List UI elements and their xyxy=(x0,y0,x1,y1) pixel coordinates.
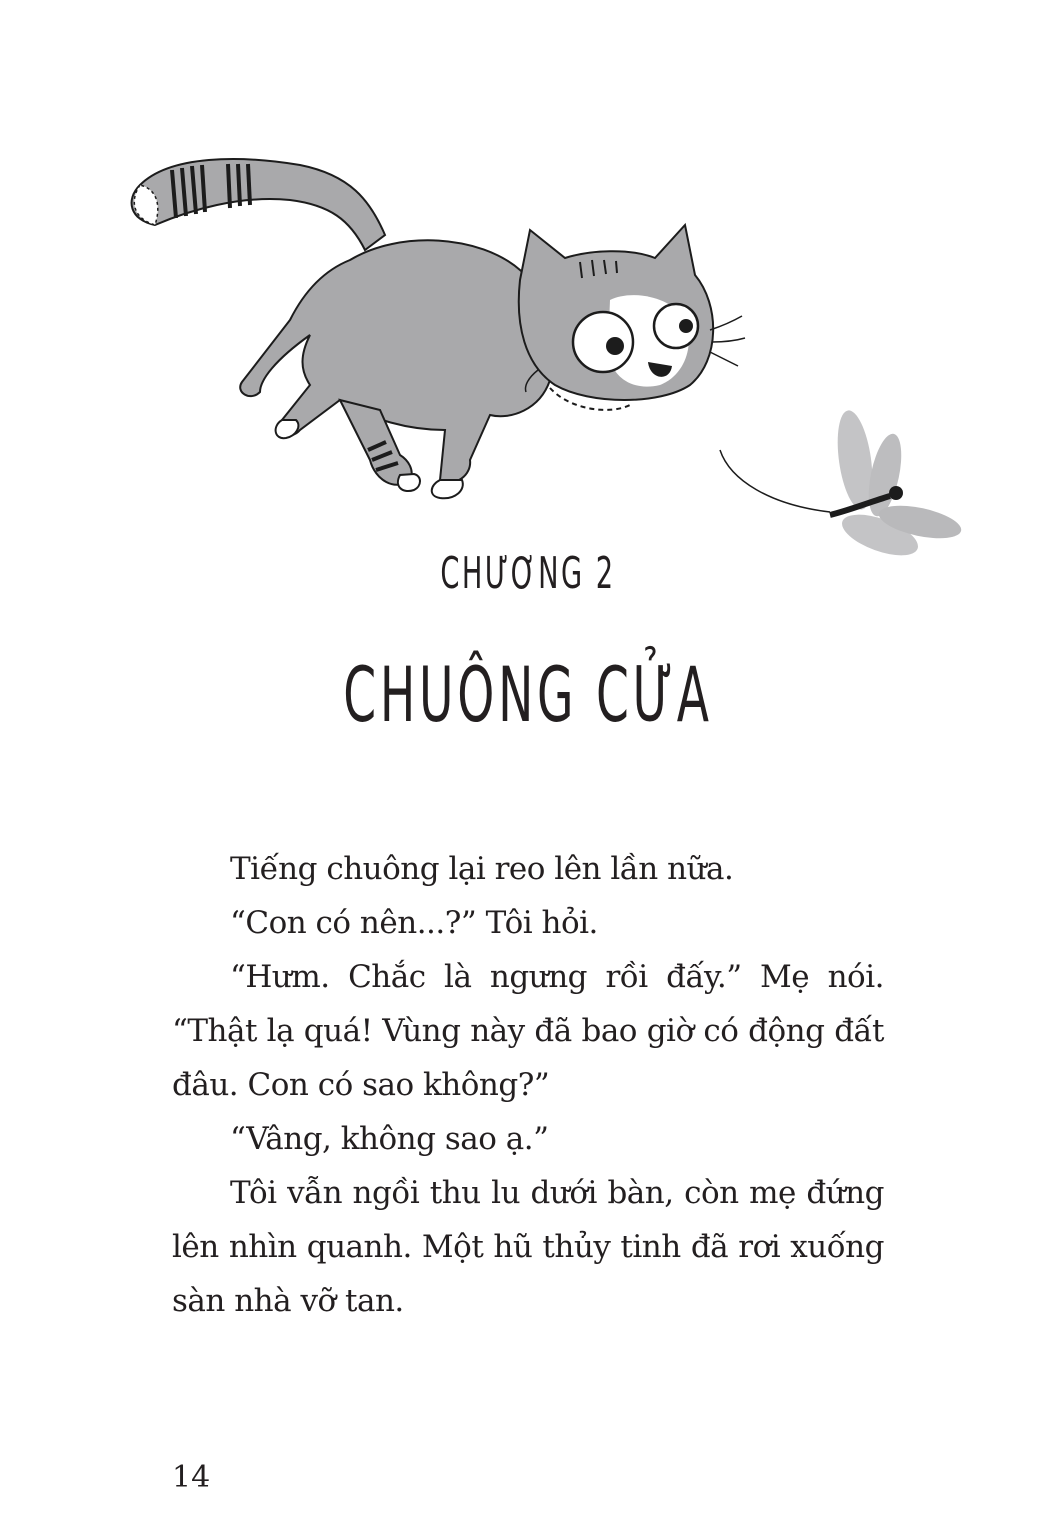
cat-dragonfly-illustration xyxy=(110,130,970,570)
cat-tail xyxy=(132,159,385,250)
chapter-title: CHUÔNG CỬA xyxy=(343,650,713,739)
paragraph: Tôi vẫn ngồi thu lu dưới bàn, còn mẹ đứng lên nhìn quanh. Một hũ thủy tinh đã rơi xuống sàn nhà vỡ tan. xyxy=(172,1175,884,1319)
cat-body xyxy=(240,240,554,498)
story-text xyxy=(172,842,884,1328)
chapter-label: CHƯƠNG 2 xyxy=(440,548,616,599)
cat-left-eye xyxy=(573,312,633,372)
page-number: 14 xyxy=(172,1460,211,1495)
paragraph: “Hưm. Chắc là ngưng rồi đấy.” Mẹ nói. “Thật lạ quá! Vùng này đã bao giờ có động đất đâu. Con có sao không?” xyxy=(172,959,884,1103)
dragonfly xyxy=(720,408,964,563)
cat-head xyxy=(519,225,745,410)
paragraph: “Vâng, không sao ạ.” xyxy=(230,1121,549,1157)
paragraph: Tiếng chuông lại reo lên lần nữa. xyxy=(230,851,734,887)
paragraph: “Con có nên...?” Tôi hỏi. xyxy=(230,905,598,941)
